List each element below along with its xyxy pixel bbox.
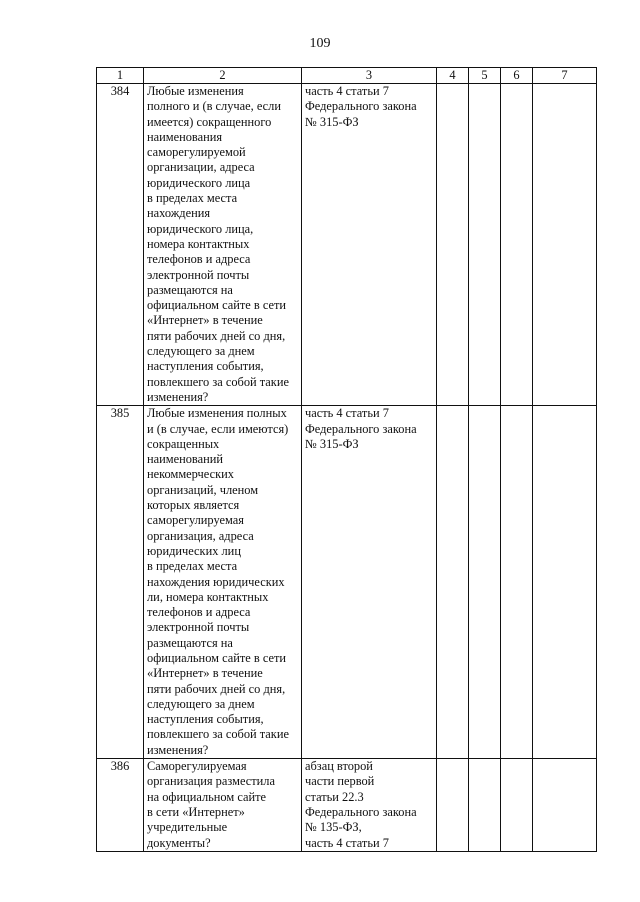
legal-reference-cell: абзац второй части первой статьи 22.3 Федерального закона № 135-ФЗ, часть 4 статьи 7 xyxy=(302,759,437,852)
column-6-cell xyxy=(501,84,533,406)
column-7-cell xyxy=(533,759,597,852)
column-4-cell xyxy=(437,759,469,852)
row-number: 385 xyxy=(97,406,144,759)
column-header: 6 xyxy=(501,68,533,84)
table-header-row xyxy=(97,68,597,84)
column-header: 7 xyxy=(533,68,597,84)
table-row xyxy=(97,84,597,406)
legal-reference-cell: часть 4 статьи 7 Федерального закона № 315-ФЗ xyxy=(302,84,437,406)
column-5-cell xyxy=(469,406,501,759)
checklist-table xyxy=(96,67,597,852)
column-4-cell xyxy=(437,406,469,759)
column-6-cell xyxy=(501,759,533,852)
question-cell: Любые изменения полного и (в случае, если имеется) сокращенного наименования саморегулируемой организации, адреса юридического лица в пределах места нахождения юридического лица, номера контактных телефонов и адреса электронной почты размещаются на официальном сайте в сети «Интернет» в течение пяти рабочих дней со дня, следующего за днем наступления события, повлекшего за собой такие изменения? xyxy=(144,84,302,406)
column-6-cell xyxy=(501,406,533,759)
question-cell: Любые изменения полных и (в случае, если имеются) сокращенных наименований некоммерческих организаций, членом которых является саморегулируемая организация, адреса юридических лиц в пределах места нахождения юридических ли, номера контактных телефонов и адреса электронной почты размещаются на официальном сайте в сети «Интернет» в течение пяти рабочих дней со дня, следующего за днем наступления события, повлекшего за собой такие изменения? xyxy=(144,406,302,759)
column-5-cell xyxy=(469,759,501,852)
column-header: 3 xyxy=(302,68,437,84)
column-header: 2 xyxy=(144,68,302,84)
legal-reference-cell: часть 4 статьи 7 Федерального закона № 315-ФЗ xyxy=(302,406,437,759)
column-7-cell xyxy=(533,406,597,759)
table-row xyxy=(97,406,597,759)
column-4-cell xyxy=(437,84,469,406)
row-number: 386 xyxy=(97,759,144,852)
question-cell: Саморегулируемая организация разместила на официальном сайте в сети «Интернет» учредительные документы? xyxy=(144,759,302,852)
column-header: 1 xyxy=(97,68,144,84)
column-5-cell xyxy=(469,84,501,406)
column-header: 4 xyxy=(437,68,469,84)
table-row xyxy=(97,759,597,852)
row-number: 384 xyxy=(97,84,144,406)
column-header: 5 xyxy=(469,68,501,84)
column-7-cell xyxy=(533,84,597,406)
page-number: 109 xyxy=(309,36,331,51)
